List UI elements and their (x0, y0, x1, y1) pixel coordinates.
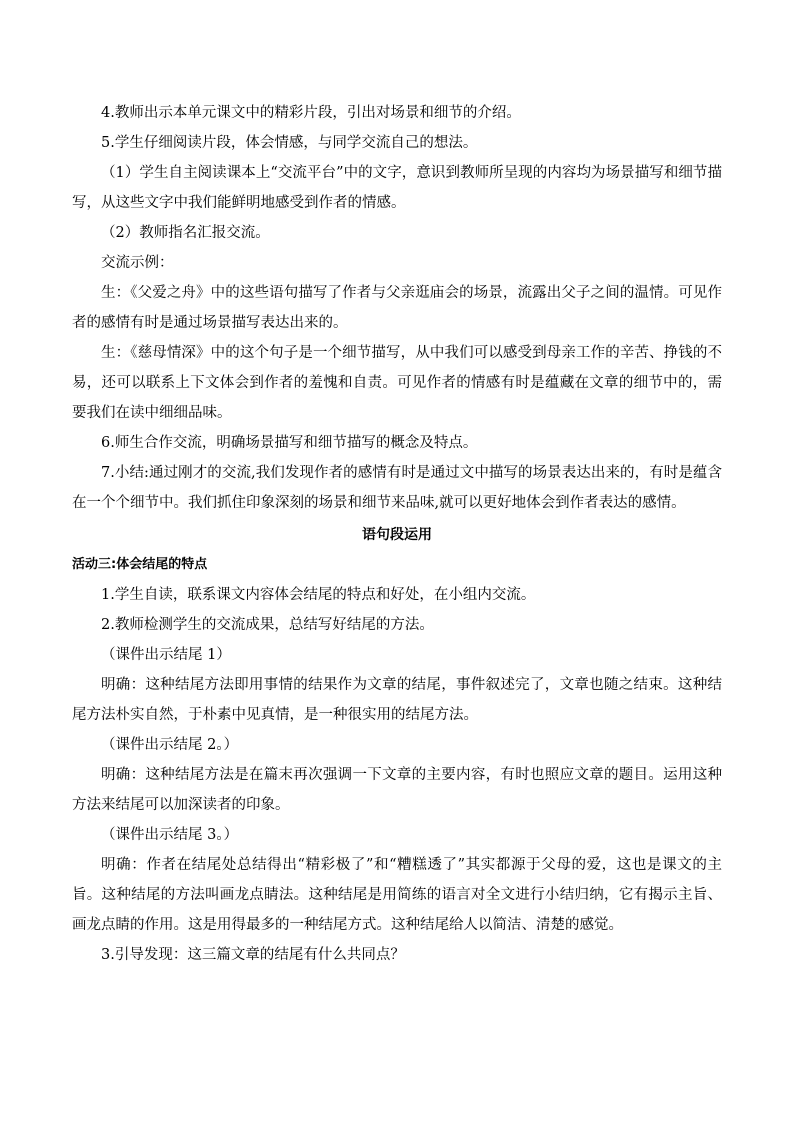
paragraph-clarify-1: 明确：这种结尾方法即用事情的结果作为文章的结尾，事件叙述完了，文章也随之结束。这种结尾方法朴实自然，于朴素中见真情，是一种很实用的结尾方法。 (72, 677, 722, 723)
paragraph-sub-1: （1）学生自主阅读课本上“交流平台”中的文字，意识到教师所呈现的内容均为场景描写和细节描写，从这些文字中我们能鲜明地感受到作者的情感。 (72, 165, 722, 211)
paragraph-clarify-3: 明确：作者在结尾处总结得出“精彩极了”和“糟糕透了”其实都源于父母的爱，这也是课文的主旨。这种结尾的方法叫画龙点睛法。这种结尾是用简练的语言对全文进行小结归纳，它有揭示主旨、画龙点睛的作用。这是用得最多的一种结尾方式。这种结尾给人以简洁、清楚的感觉。 (72, 857, 722, 933)
paragraph-sub-2: （2）教师指名汇报交流。 (101, 225, 270, 241)
paragraph-example-1: 生：《父爱之舟》中的这些语句描写了作者与父亲逛庙会的场景，流露出父子之间的温情。可见作者的感情有时是通过场景描写表达出来的。 (72, 285, 722, 331)
paragraph-courseware-ending-2: （课件出示结尾 2。） (101, 737, 239, 753)
activity-heading: 活动三:体会结尾的特点 (72, 557, 208, 572)
paragraph-clarify-2: 明确：这种结尾方法是在篇末再次强调一下文章的主要内容，有时也照应文章的题目。运用这种方法来结尾可以加深读者的印象。 (72, 767, 722, 813)
section-title: 语句段运用 (362, 527, 432, 543)
paragraph-step-4: 4.教师出示本单元课文中的精彩片段，引出对场景和细节的介绍。 (101, 105, 521, 121)
paragraph-example-2: 生：《慈母情深》中的这个句子是一个细节描写，从中我们可以感受到母亲工作的辛苦、挣钱的不易，还可以联系上下文体会到作者的羞愧和自责。可见作者的情感有时是蕴藏在文章的细节中的，需要我们在读中细细品味。 (72, 345, 722, 421)
paragraph-activity-step-2: 2.教师检测学生的交流成果，总结写好结尾的方法。 (101, 617, 434, 633)
paragraph-activity-step-1: 1.学生自读，联系课文内容体会结尾的特点和好处，在小组内交流。 (101, 587, 536, 603)
paragraph-step-5: 5.学生仔细阅读片段，体会情感，与同学交流自己的想法。 (101, 135, 478, 151)
document-body (72, 98, 722, 970)
paragraph-courseware-ending-3: （课件出示结尾 3。） (101, 827, 239, 843)
paragraph-example-label: 交流示例： (101, 255, 174, 271)
paragraph-courseware-ending-1: （课件出示结尾 1） (101, 647, 231, 663)
paragraph-step-6: 6.师生合作交流，明确场景描写和细节描写的概念及特点。 (101, 435, 478, 451)
paragraph-activity-step-3: 3.引导发现：这三篇文章的结尾有什么共同点？ (101, 947, 405, 963)
paragraph-step-7: 7.小结:通过刚才的交流,我们发现作者的感情有时是通过文中描写的场景表达出来的，有时是蕴含在一个个细节中。我们抓住印象深刻的场景和细节来品味,就可以更好地体会到作者表达的感情。 (72, 465, 722, 511)
